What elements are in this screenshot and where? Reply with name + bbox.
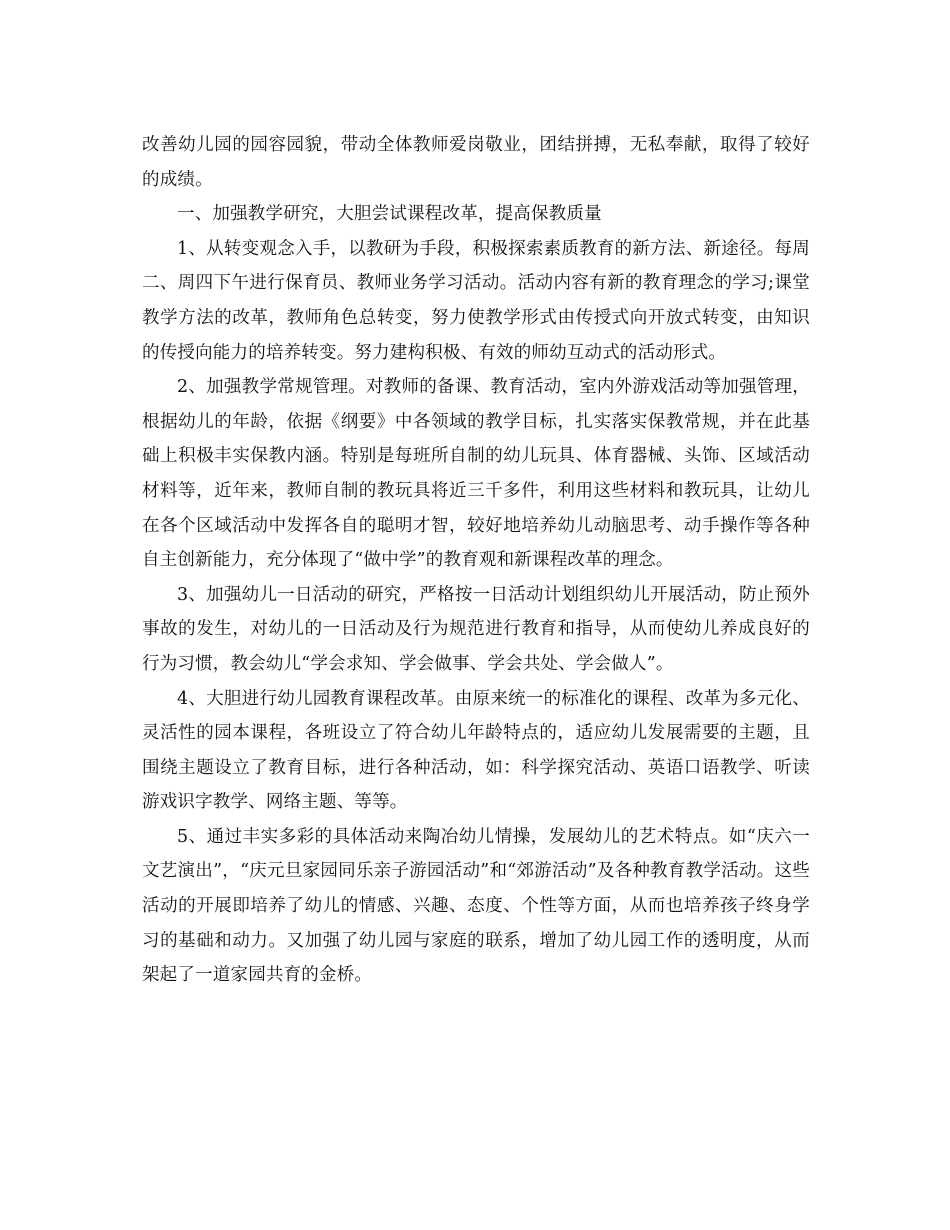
paragraph-item-5: 5、通过丰实多彩的具体活动来陶冶幼儿情操，发展幼儿的艺术特点。如“庆六一文艺演出”，“庆元旦家园同乐亲子游园活动”和“郊游活动”及各种教育教学活动。这些活动的开展即培养了幼儿的情感、兴趣、态度、个性等方面，从而也培养孩子终身学习的基础和动力。又加强了幼儿园与家庭的联系，增加了幼儿园工作的透明度，从而架起了一道家园共育的金桥。 (142, 826, 810, 986)
document-page (142, 128, 810, 993)
paragraph-item-2: 2、加强教学常规管理。对教师的备课、教育活动，室内外游戏活动等加强管理，根据幼儿的年龄，依据《纲要》中各领域的教学目标，扎实落实保教常规，并在此基础上积极丰实保教内涵。特别是每班所自制的幼儿玩具、体育器械、头饰、区域活动材料等，近年来，教师自制的教玩具将近三千多件，利用这些材料和教玩具，让幼儿在各个区域活动中发挥各自的聪明才智，较好地培养幼儿动脑思考、动手操作等各种自主创新能力，充分体现了“做中学”的教育观和新课程改革的理念。 (142, 377, 810, 571)
paragraph-item-1: 1、从转变观念入手，以教研为手段，积极探索素质教育的新方法、新途径。每周二、周四下午进行保育员、教师业务学习活动。活动内容有新的教育理念的学习;课堂教学方法的改革，教师角色总转变，努力使教学形式由传授式向开放式转变，由知识的传授向能力的培养转变。努力建构积极、有效的师幼互动式的活动形式。 (142, 238, 810, 363)
paragraph-item-4: 4、大胆进行幼儿园教育课程改革。由原来统一的标准化的课程、改革为多元化、灵活性的园本课程，各班设立了符合幼儿年龄特点的，适应幼儿发展需要的主题，且围绕主题设立了教育目标，进行各种活动，如：科学探究活动、英语口语教学、听读游戏识字教学、网络主题、等等。 (142, 688, 810, 813)
section-heading: 一、加强教学研究，大胆尝试课程改革，提高保教质量 (177, 204, 602, 225)
paragraph-item-3: 3、加强幼儿一日活动的研究，严格按一日活动计划组织幼儿开展活动，防止预外事故的发生，对幼儿的一日活动及行为规范进行教育和指导，从而使幼儿养成良好的行为习惯，教会幼儿“学会求知、学会做事、学会共处、学会做人”。 (142, 584, 810, 674)
paragraph-intro: 改善幼儿园的园容园貌，带动全体教师爱岗敬业，团结拼搏，无私奉献，取得了较好的成绩。 (142, 135, 810, 190)
